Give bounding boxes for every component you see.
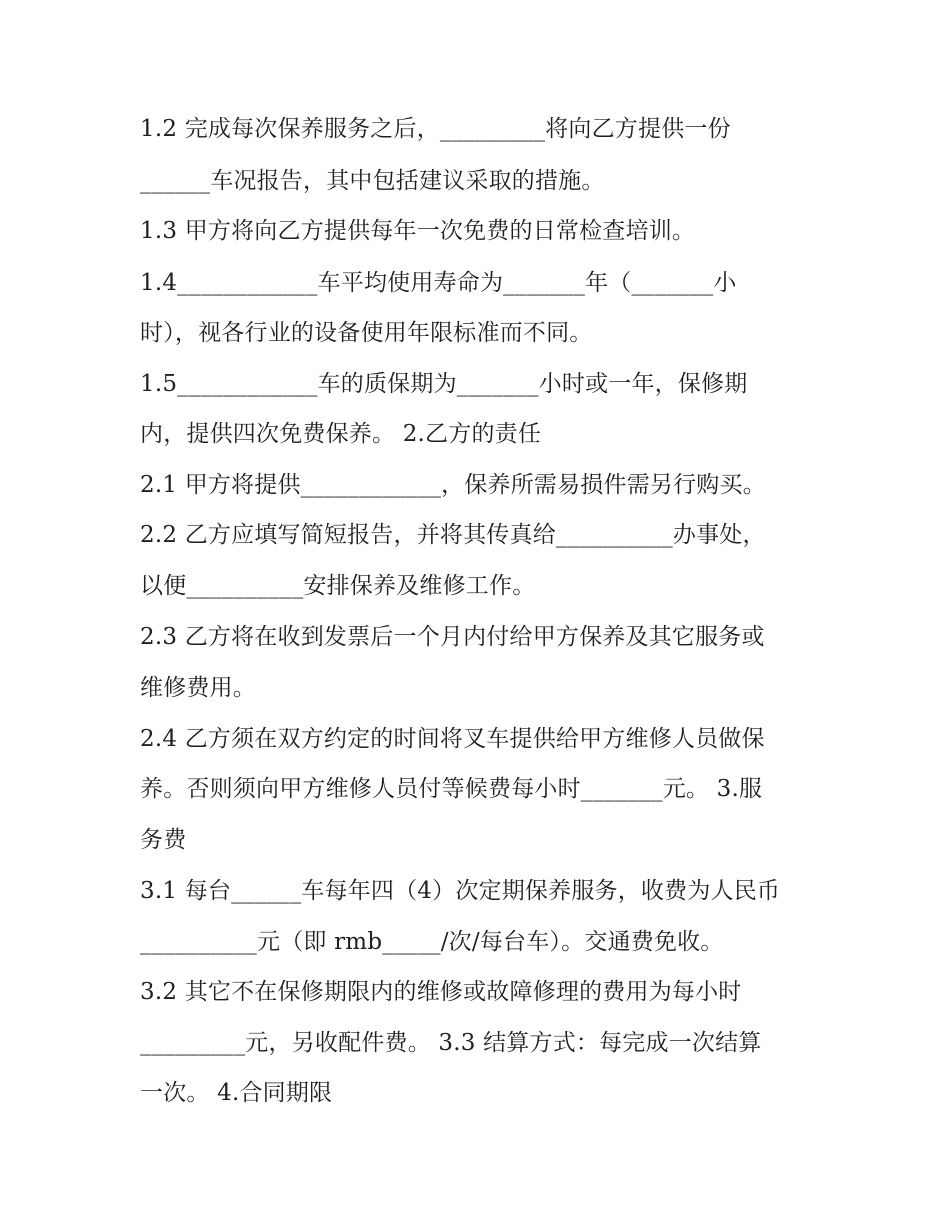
text-line: 3.2 其它不在保修期限内的维修或故障修理的费用为每小时 — [140, 979, 742, 1005]
text-line: 维修费用。 — [140, 675, 256, 701]
text-line: 1.5____________车的质保期为_______小时或一年，保修期 — [140, 371, 748, 397]
text-line: __________元（即 rmb_____/次/每台车）。交通费免收。 — [140, 929, 724, 955]
text-line: 一次。 4.合同期限 — [140, 1080, 333, 1106]
text-line: 以便__________安排保养及维修工作。 — [140, 573, 536, 599]
text-line: 2.3 乙方将在收到发票后一个月内付给甲方保养及其它服务或 — [140, 624, 765, 650]
text-line: 2.1 甲方将提供____________，保养所需易损件需另行购买。 — [140, 472, 766, 498]
text-line: 2.4 乙方须在双方约定的时间将叉车提供给甲方维修人员做保 — [140, 726, 765, 752]
text-line: ______车况报告，其中包括建议采取的措施。 — [140, 168, 605, 194]
text-line: 1.2 完成每次保养服务之后，_________将向乙方提供一份 — [140, 116, 731, 142]
text-line: 1.4____________车平均使用寿命为_______年（_______小 — [140, 270, 737, 296]
text-line: 时），视各行业的设备使用年限标准而不同。 — [140, 320, 593, 346]
text-line: _________元，另收配件费。 3.3 结算方式：每完成一次结算 — [140, 1030, 762, 1056]
text-line: 养。否则须向甲方维修人员付等候费每小时_______元。 3.服 — [140, 776, 763, 802]
text-line: 内，提供四次免费保养。 2.乙方的责任 — [140, 421, 542, 447]
text-line: 3.1 每台______车每年四（4）次定期保养服务，收费为人民币 — [140, 878, 781, 904]
text-line: 2.2 乙方应填写简短报告，并将其传真给__________办事处， — [140, 522, 766, 548]
text-line: 1.3 甲方将向乙方提供每年一次免费的日常检查培训。 — [140, 218, 696, 244]
text-line: 务费 — [140, 827, 187, 853]
